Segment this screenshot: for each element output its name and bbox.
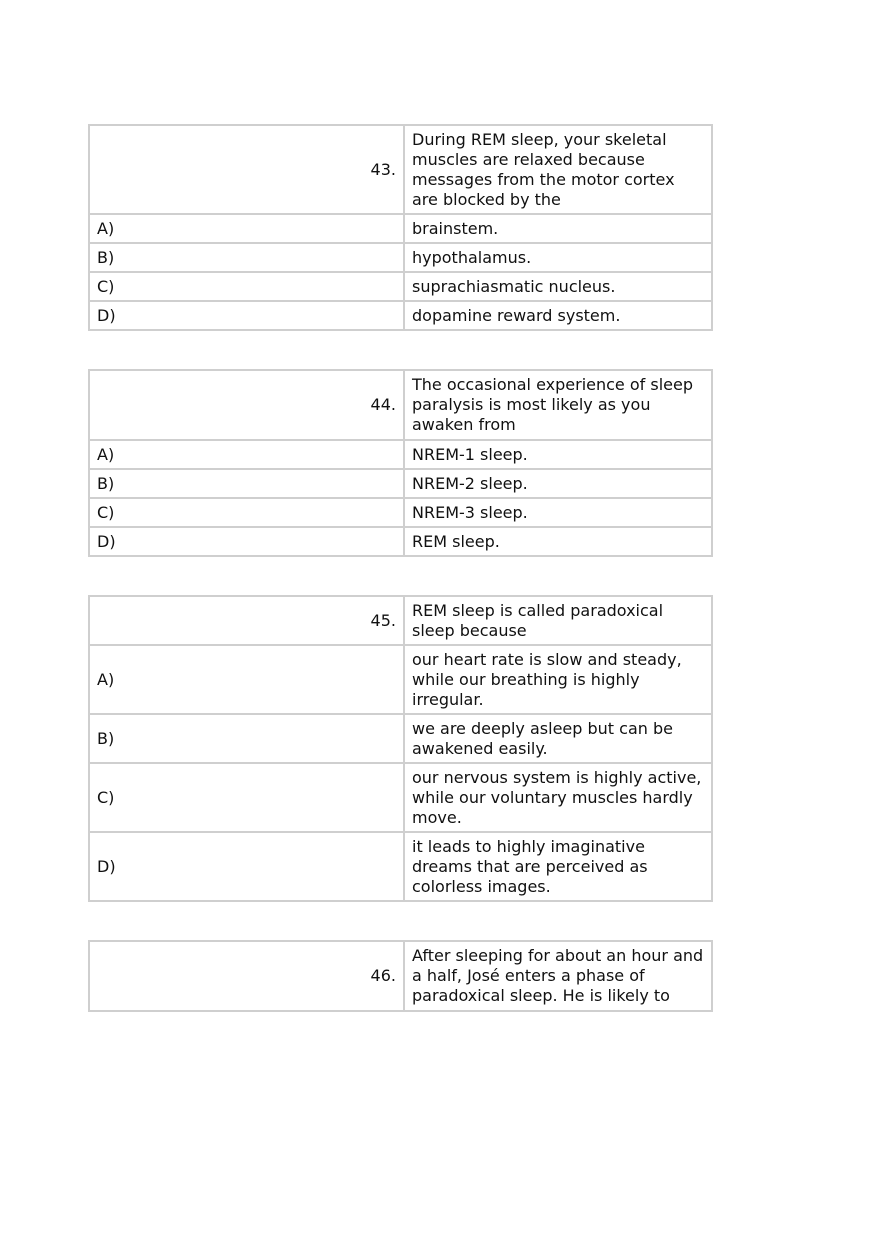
question-44-table	[88, 369, 713, 557]
option-text: hypothalamus.	[404, 243, 712, 272]
option-letter: D)	[89, 527, 404, 556]
question-stem: During REM sleep, your skeletal muscles are relaxed because messages from the motor cortex are blocked by the	[404, 125, 712, 214]
option-letter: D)	[89, 832, 404, 901]
question-45-table	[88, 595, 713, 902]
option-row	[89, 763, 712, 832]
option-row	[89, 301, 712, 330]
option-row	[89, 272, 712, 301]
option-row	[89, 498, 712, 527]
question-number: 44.	[89, 370, 404, 440]
option-text: suprachiasmatic nucleus.	[404, 272, 712, 301]
option-row	[89, 645, 712, 714]
option-row	[89, 714, 712, 763]
question-row	[89, 370, 712, 440]
option-letter: C)	[89, 498, 404, 527]
question-stem: The occasional experience of sleep paralysis is most likely as you awaken from	[404, 370, 712, 440]
question-43-table	[88, 124, 713, 331]
option-text: dopamine reward system.	[404, 301, 712, 330]
question-46-table	[88, 940, 713, 1012]
question-stem: REM sleep is called paradoxical sleep because	[404, 596, 712, 645]
question-row	[89, 941, 712, 1011]
option-row	[89, 527, 712, 556]
option-text: NREM-1 sleep.	[404, 440, 712, 469]
option-letter: D)	[89, 301, 404, 330]
option-row	[89, 440, 712, 469]
question-number: 45.	[89, 596, 404, 645]
option-letter: B)	[89, 243, 404, 272]
question-number: 46.	[89, 941, 404, 1011]
option-letter: C)	[89, 763, 404, 832]
option-letter: A)	[89, 440, 404, 469]
option-text: brainstem.	[404, 214, 712, 243]
option-text: NREM-2 sleep.	[404, 469, 712, 498]
question-number: 43.	[89, 125, 404, 214]
option-text: NREM-3 sleep.	[404, 498, 712, 527]
question-stem: After sleeping for about an hour and a half, José enters a phase of paradoxical sleep. He is likely to	[404, 941, 712, 1011]
option-letter: C)	[89, 272, 404, 301]
option-letter: B)	[89, 714, 404, 763]
option-row	[89, 243, 712, 272]
option-text: our nervous system is highly active, while our voluntary muscles hardly move.	[404, 763, 712, 832]
question-row	[89, 125, 712, 214]
option-row	[89, 832, 712, 901]
question-row	[89, 596, 712, 645]
option-text: REM sleep.	[404, 527, 712, 556]
option-text: it leads to highly imaginative dreams that are perceived as colorless images.	[404, 832, 712, 901]
option-letter: A)	[89, 645, 404, 714]
option-row	[89, 469, 712, 498]
option-letter: A)	[89, 214, 404, 243]
option-text: we are deeply asleep but can be awakened easily.	[404, 714, 712, 763]
option-letter: B)	[89, 469, 404, 498]
option-text: our heart rate is slow and steady, while our breathing is highly irregular.	[404, 645, 712, 714]
option-row	[89, 214, 712, 243]
